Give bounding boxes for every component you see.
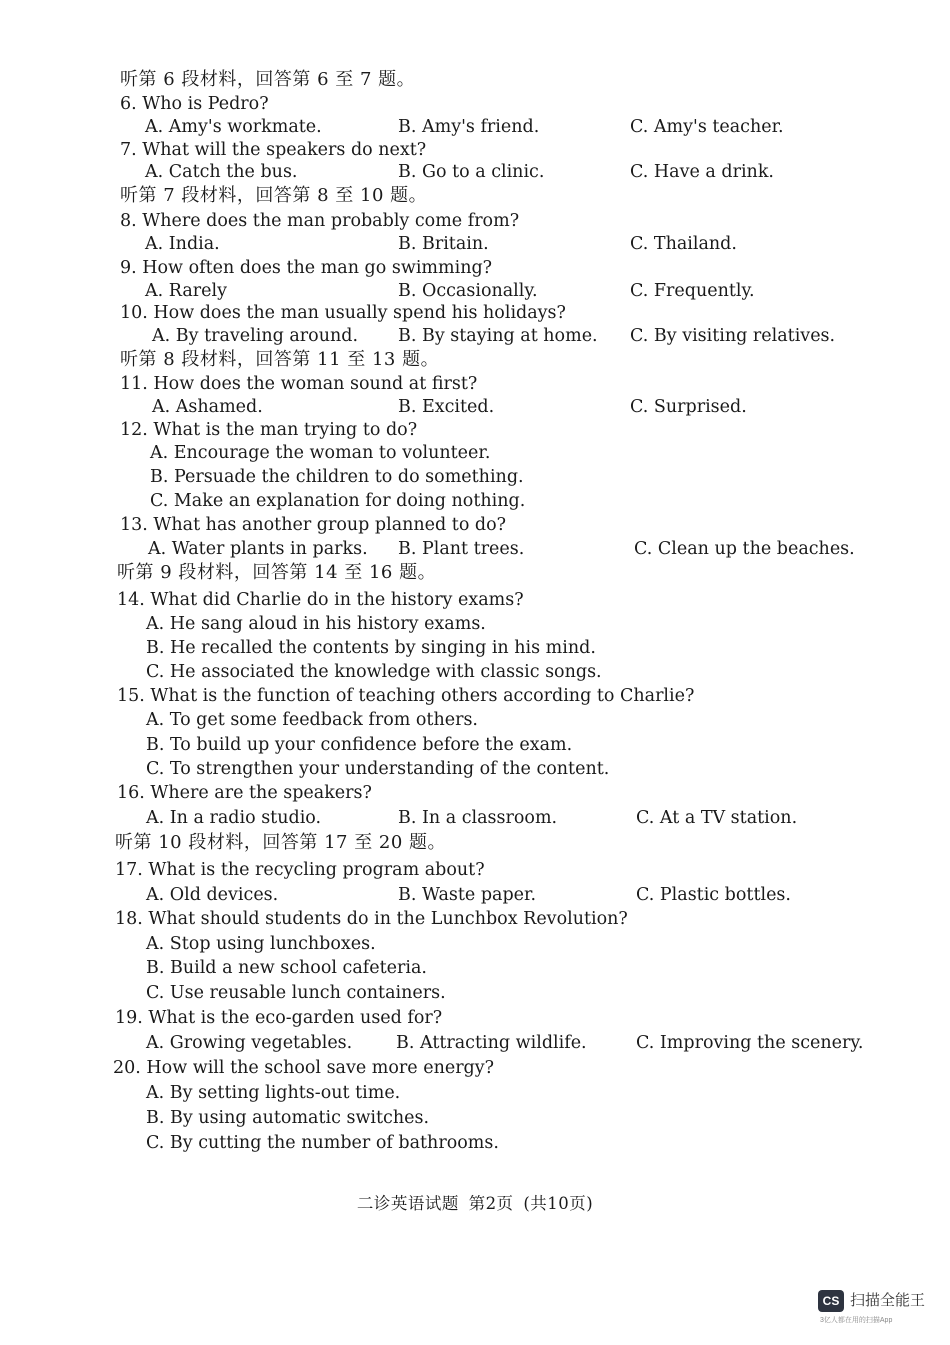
option-b: B. Persuade the children to do something. bbox=[150, 467, 524, 487]
option-a: A. Stop using lunchboxes. bbox=[146, 934, 376, 954]
option-c: C. At a TV station. bbox=[636, 808, 798, 828]
option-row bbox=[0, 806, 950, 830]
option-a: A. Catch the bus. bbox=[145, 162, 298, 182]
option-row bbox=[0, 932, 950, 956]
option-row bbox=[0, 537, 950, 561]
question-stem: 18. What should students do in the Lunchbox Revolution? bbox=[115, 909, 628, 929]
option-b: B. By using automatic switches. bbox=[146, 1108, 430, 1128]
option-c: C. Plastic bottles. bbox=[636, 885, 791, 905]
option-b: B. Build a new school cafeteria. bbox=[146, 958, 427, 978]
option-row bbox=[0, 324, 950, 348]
option-a: A. By setting lights-out time. bbox=[146, 1083, 401, 1103]
question-stem: 12. What is the man trying to do? bbox=[120, 420, 418, 440]
option-c: C. Amy's teacher. bbox=[630, 117, 784, 137]
option-row bbox=[0, 395, 950, 419]
question-stem: 20. How will the school save more energy? bbox=[113, 1058, 495, 1078]
watermark-name: 扫描全能王 bbox=[850, 1292, 926, 1309]
question-stem: 11. How does the woman sound at first? bbox=[120, 374, 478, 394]
option-row bbox=[0, 279, 950, 303]
question-stem: 15. What is the function of teaching others according to Charlie? bbox=[117, 686, 695, 706]
option-row bbox=[0, 441, 950, 465]
section-header: 听第 7 段材料，回答第 8 至 10 题。 bbox=[120, 185, 428, 206]
option-a: A. Amy's workmate. bbox=[145, 117, 322, 137]
option-row bbox=[0, 160, 950, 184]
option-row bbox=[0, 636, 950, 660]
option-row bbox=[0, 1106, 950, 1130]
question-stem: 13. What has another group planned to do? bbox=[120, 515, 507, 535]
watermark-tagline: 3亿人都在用的扫描App bbox=[820, 1317, 893, 1324]
section-header: 听第 9 段材料，回答第 14 至 16 题。 bbox=[117, 562, 437, 583]
option-b: B. Waste paper. bbox=[398, 885, 537, 905]
question-stem: 8. Where does the man probably come from? bbox=[120, 211, 520, 231]
option-row bbox=[0, 489, 950, 513]
option-row bbox=[0, 883, 950, 907]
footer-title: 二诊英语试题 bbox=[356, 1194, 459, 1213]
option-c: C. Thailand. bbox=[630, 234, 737, 254]
question-stem: 7. What will the speakers do next? bbox=[120, 140, 427, 160]
option-a: A. Growing vegetables. bbox=[146, 1033, 353, 1053]
section-header: 听第 8 段材料，回答第 11 至 13 题。 bbox=[120, 349, 440, 370]
option-b: B. By staying at home. bbox=[398, 326, 598, 346]
question-stem: 16. Where are the speakers? bbox=[117, 783, 372, 803]
option-b: B. In a classroom. bbox=[398, 808, 558, 828]
option-a: A. Water plants in parks. bbox=[148, 539, 368, 559]
footer-page: 第2页 bbox=[468, 1194, 514, 1213]
option-b: B. Amy's friend. bbox=[398, 117, 540, 137]
option-row bbox=[0, 1081, 950, 1105]
camscanner-logo-icon: CS bbox=[818, 1290, 844, 1312]
option-c: C. Surprised. bbox=[630, 397, 747, 417]
option-row bbox=[0, 1131, 950, 1155]
option-c: C. Frequently. bbox=[630, 281, 755, 301]
option-c: C. Make an explanation for doing nothing. bbox=[150, 491, 526, 511]
question-stem: 17. What is the recycling program about? bbox=[115, 860, 485, 880]
option-c: C. He associated the knowledge with classic songs. bbox=[146, 662, 602, 682]
option-a: A. Ashamed. bbox=[152, 397, 263, 417]
question-stem: 19. What is the eco-garden used for? bbox=[115, 1008, 443, 1028]
scanner-watermark bbox=[818, 1290, 938, 1330]
option-a: A. Encourage the woman to volunteer. bbox=[150, 443, 491, 463]
option-a: A. He sang aloud in his history exams. bbox=[146, 614, 486, 634]
option-b: B. Plant trees. bbox=[398, 539, 525, 559]
section-header: 听第 6 段材料，回答第 6 至 7 题。 bbox=[120, 69, 416, 90]
question-stem: 10. How does the man usually spend his holidays? bbox=[120, 303, 566, 323]
option-a: A. Old devices. bbox=[146, 885, 279, 905]
option-a: A. By traveling around. bbox=[152, 326, 359, 346]
option-c: C. By cutting the number of bathrooms. bbox=[146, 1133, 499, 1153]
page-footer bbox=[0, 1190, 950, 1214]
option-row bbox=[0, 757, 950, 781]
section-header: 听第 10 段材料，回答第 17 至 20 题。 bbox=[115, 832, 447, 853]
option-b: B. Britain. bbox=[398, 234, 489, 254]
option-row bbox=[0, 733, 950, 757]
option-row bbox=[0, 612, 950, 636]
option-row bbox=[0, 956, 950, 980]
option-b: B. Go to a clinic. bbox=[398, 162, 545, 182]
option-row bbox=[0, 1031, 950, 1055]
option-a: A. To get some feedback from others. bbox=[146, 710, 478, 730]
question-stem: 14. What did Charlie do in the history exams? bbox=[117, 590, 524, 610]
option-row bbox=[0, 465, 950, 489]
option-a: A. In a radio studio. bbox=[146, 808, 322, 828]
option-c: C. By visiting relatives. bbox=[630, 326, 836, 346]
option-b: B. Occasionally. bbox=[398, 281, 538, 301]
option-c: C. To strengthen your understanding of the content. bbox=[146, 759, 610, 779]
option-c: C. Clean up the beaches. bbox=[634, 539, 855, 559]
option-b: B. Attracting wildlife. bbox=[396, 1033, 587, 1053]
option-b: B. Excited. bbox=[398, 397, 495, 417]
option-b: B. He recalled the contents by singing in his mind. bbox=[146, 638, 596, 658]
option-row bbox=[0, 115, 950, 139]
option-row bbox=[0, 660, 950, 684]
option-c: C. Use reusable lunch containers. bbox=[146, 983, 446, 1003]
option-c: C. Have a drink. bbox=[630, 162, 774, 182]
question-stem: 6. Who is Pedro? bbox=[120, 94, 269, 114]
option-row bbox=[0, 232, 950, 256]
option-a: A. Rarely bbox=[145, 281, 227, 301]
question-stem: 9. How often does the man go swimming? bbox=[120, 258, 493, 278]
option-b: B. To build up your confidence before the exam. bbox=[146, 735, 573, 755]
option-c: C. Improving the scenery. bbox=[636, 1033, 864, 1053]
footer-total: (共10页) bbox=[523, 1194, 594, 1213]
option-row bbox=[0, 981, 950, 1005]
option-a: A. India. bbox=[145, 234, 220, 254]
option-row bbox=[0, 708, 950, 732]
